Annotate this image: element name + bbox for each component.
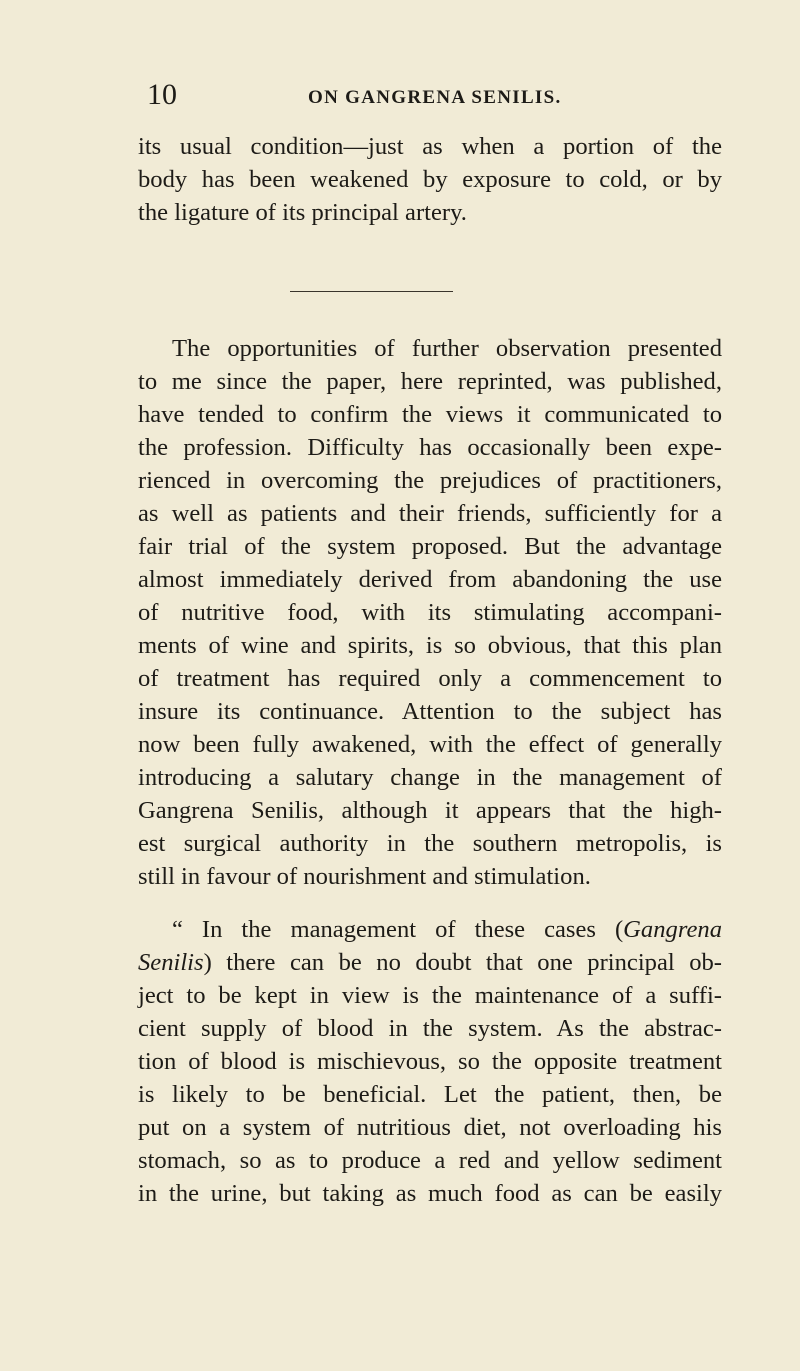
italic-term: Senilis [138, 949, 204, 976]
paragraph-2 [138, 332, 722, 893]
body-text [138, 130, 722, 1210]
text-line [138, 913, 722, 946]
text-line: the ligature of its principal artery. [138, 199, 467, 226]
page-number: 10 [147, 78, 177, 111]
text-line: is likely to be beneficial. Let the patient, then, be [138, 1081, 722, 1108]
text-line: rienced in overcoming the prejudices of practitioners, [138, 467, 722, 494]
quote-text: “ In the management of these cases ( [172, 916, 624, 943]
text-line: cient supply of blood in the system. As the abstrac- [138, 1015, 722, 1042]
text-line: est surgical authority in the southern metropolis, is [138, 830, 722, 857]
text-line: its usual condition—just as when a portion of the [138, 133, 722, 160]
text-line: introducing a salutary change in the management of [138, 764, 722, 791]
text-line: of treatment has required only a commencement to [138, 665, 722, 692]
text-line: almost immediately derived from abandoning the use [138, 566, 722, 593]
text-line: stomach, so as to produce a red and yellow sediment [138, 1147, 722, 1174]
text-line: Gangrena Senilis, although it appears that the high- [138, 797, 722, 824]
paragraph-3 [138, 913, 722, 1210]
text-line [138, 946, 722, 979]
text-line: ject to be kept in view is the maintenance of a suffi- [138, 982, 722, 1009]
quote-text: ) there can be no doubt that one principal ob- [203, 949, 722, 976]
text-line: now been fully awakened, with the effect of generally [138, 731, 722, 758]
page-header [0, 80, 800, 120]
text-line: have tended to confirm the views it communicated to [138, 401, 722, 428]
section-divider [290, 291, 453, 292]
text-line: as well as patients and their friends, sufficiently for a [138, 500, 722, 527]
running-title: ON GANGRENA SENILIS. [308, 87, 562, 108]
text-line: body has been weakened by exposure to cold, or by [138, 166, 722, 193]
text-line: The opportunities of further observation presented [172, 335, 722, 362]
text-line: still in favour of nourishment and stimulation. [138, 863, 591, 890]
text-line: the profession. Difficulty has occasionally been expe- [138, 434, 722, 461]
text-line: insure its continuance. Attention to the subject has [138, 698, 722, 725]
text-line: in the urine, but taking as much food as can be easily [138, 1180, 722, 1207]
text-line: to me since the paper, here reprinted, was published, [138, 368, 722, 395]
text-line: tion of blood is mischievous, so the opposite treatment [138, 1048, 722, 1075]
text-line: of nutritive food, with its stimulating accompani- [138, 599, 722, 626]
text-line: ments of wine and spirits, is so obvious, that this plan [138, 632, 722, 659]
italic-term: Gangrena [623, 916, 722, 943]
text-line: fair trial of the system proposed. But the advantage [138, 533, 722, 560]
paragraph-1 [138, 130, 722, 229]
text-line: put on a system of nutritious diet, not overloading his [138, 1114, 722, 1141]
